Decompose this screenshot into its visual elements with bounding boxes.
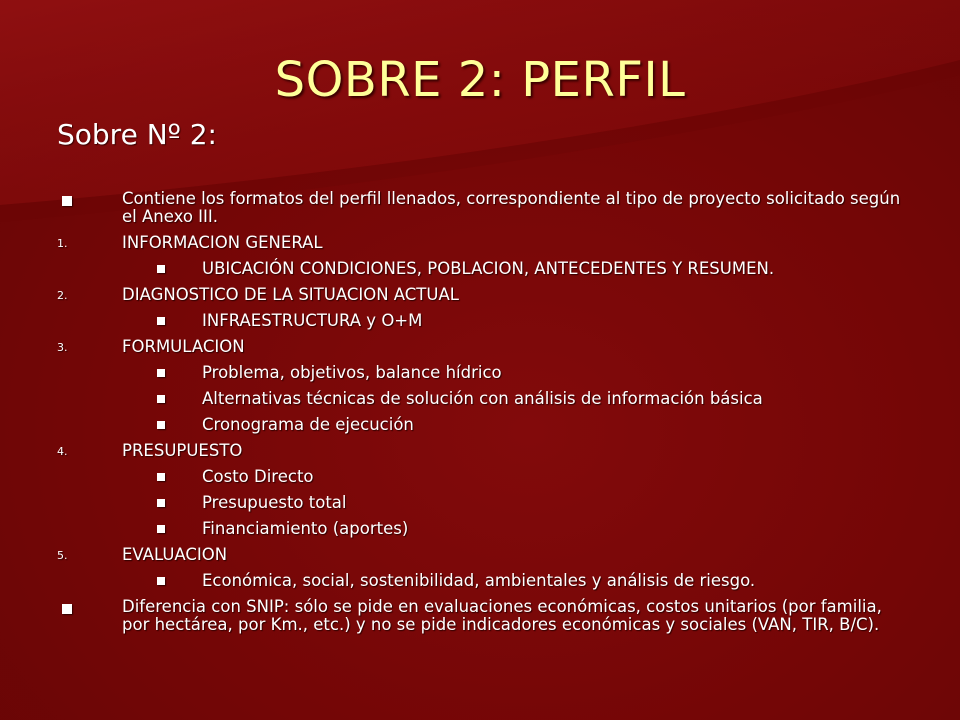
list-item-text: Contiene los formatos del perfil llenados, correspondiente al tipo de proyecto solicitado según el Anexo III. (122, 189, 901, 226)
list-number: 3. (57, 341, 68, 354)
sub-item (0, 572, 960, 590)
sub-item (0, 260, 960, 278)
square-bullet-icon (62, 196, 72, 206)
sub-item-text: Cronograma de ejecución (202, 415, 414, 434)
square-bullet-icon (157, 317, 165, 325)
list-item-text: Diferencia con SNIP: sólo se pide en evaluaciones económicas, costos unitarios (por familia, por hectárea, por Km., etc.) y no se pide indicadores económicas y sociales (VAN, TIR, B/C). (122, 597, 882, 634)
square-bullet-icon (157, 395, 165, 403)
list-item-section-1 (0, 234, 960, 252)
square-bullet-icon (62, 604, 72, 614)
sub-item-text: Financiamiento (aportes) (202, 519, 409, 538)
section-heading: FORMULACION (122, 337, 245, 356)
list-number: 5. (57, 549, 68, 562)
list-item-section-2 (0, 286, 960, 304)
list-item-section-3 (0, 338, 960, 356)
list-item-section-5 (0, 546, 960, 564)
square-bullet-icon (157, 369, 165, 377)
sub-item (0, 364, 960, 382)
square-bullet-icon (157, 525, 165, 533)
section-heading: INFORMACION GENERAL (122, 233, 323, 252)
sub-item-text: Alternativas técnicas de solución con análisis de información básica (202, 389, 763, 408)
sub-item (0, 416, 960, 434)
slide-title: SOBRE 2: PERFIL (274, 52, 686, 108)
sub-item (0, 494, 960, 512)
section-heading: DIAGNOSTICO DE LA SITUACION ACTUAL (122, 285, 459, 304)
list-number: 2. (57, 289, 68, 302)
square-bullet-icon (157, 499, 165, 507)
square-bullet-icon (157, 577, 165, 585)
content-list (0, 190, 960, 642)
list-item-outro (0, 598, 960, 634)
sub-item-text: UBICACIÓN CONDICIONES, POBLACION, ANTECEDENTES Y RESUMEN. (202, 259, 775, 278)
sub-item-text: Problema, objetivos, balance hídrico (202, 363, 502, 382)
list-item-section-4 (0, 442, 960, 460)
sub-item-text: INFRAESTRUCTURA y O+M (202, 311, 423, 330)
list-item-intro (0, 190, 960, 226)
list-number: 4. (57, 445, 68, 458)
square-bullet-icon (157, 265, 165, 273)
sub-item-text: Económica, social, sostenibilidad, ambientales y análisis de riesgo. (202, 571, 756, 590)
sub-item (0, 390, 960, 408)
square-bullet-icon (157, 421, 165, 429)
sub-item (0, 312, 960, 330)
square-bullet-icon (157, 473, 165, 481)
list-number: 1. (57, 237, 68, 250)
section-heading: PRESUPUESTO (122, 441, 243, 460)
section-heading: EVALUACION (122, 545, 228, 564)
sub-item-text: Costo Directo (202, 467, 314, 486)
slide-subtitle: Sobre Nº 2: (57, 118, 217, 151)
sub-item (0, 468, 960, 486)
sub-item (0, 520, 960, 538)
sub-item-text: Presupuesto total (202, 493, 347, 512)
